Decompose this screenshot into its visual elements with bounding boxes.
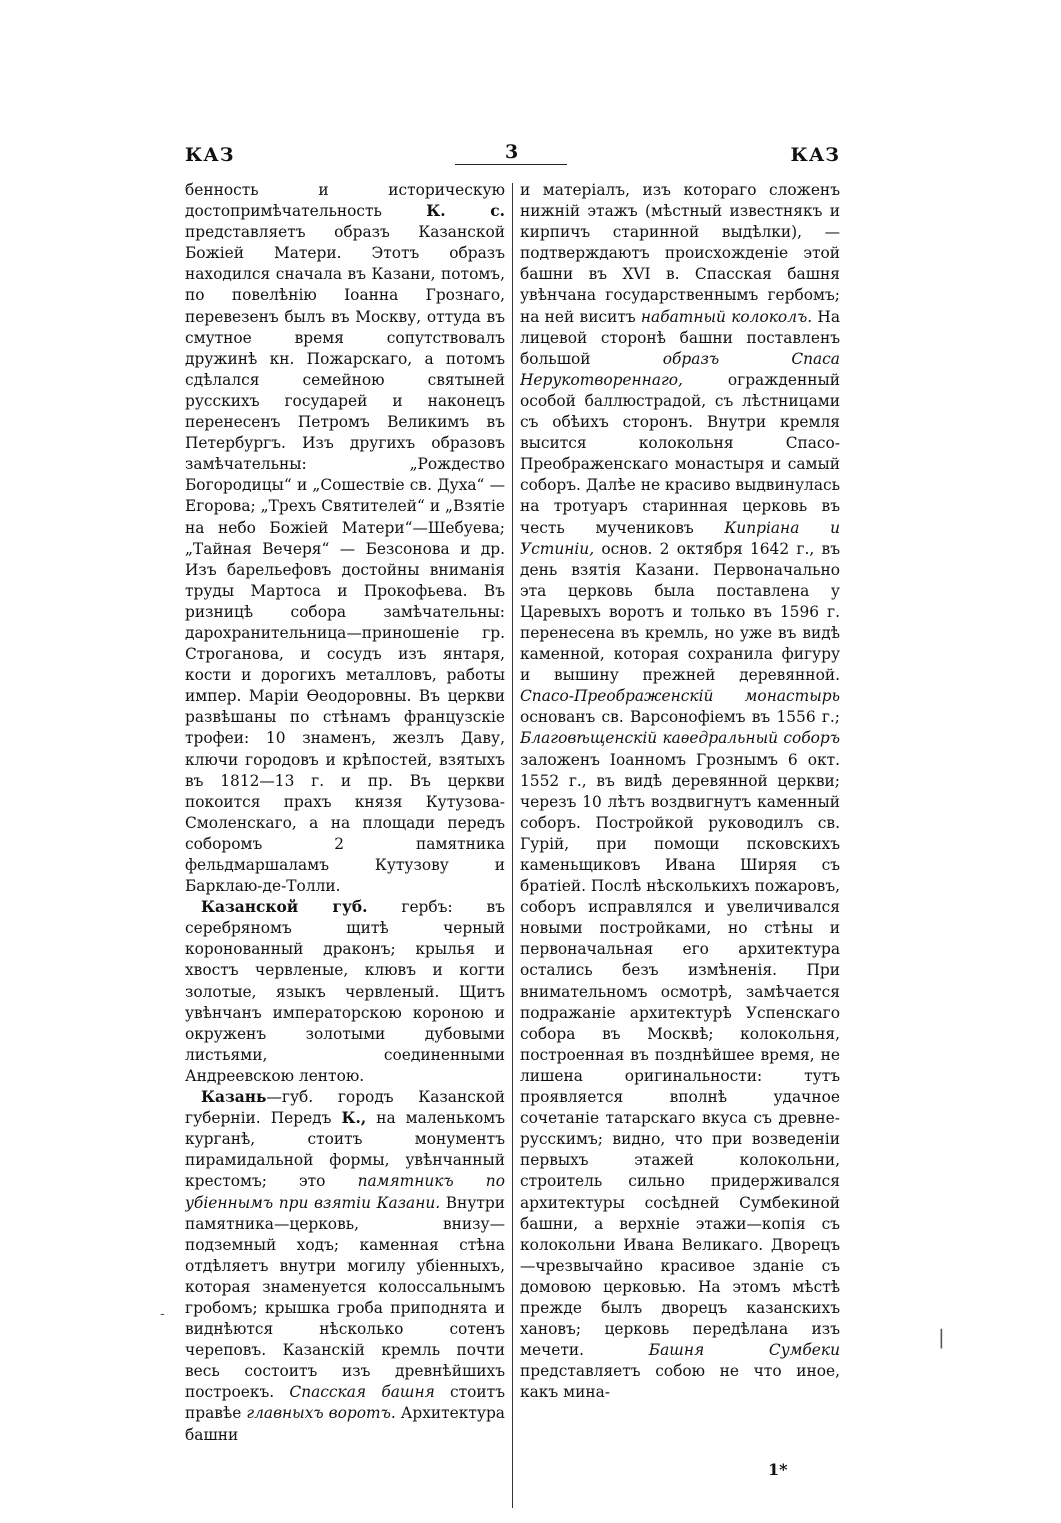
header-right-word: КАЗ [790, 144, 840, 166]
paragraph-cathedral: бенность и историческую достопримѣчательность К. с. представляетъ образъ Казанской Божіей Матери. Этотъ образъ находился сначала въ Казани, потомъ, по повелѣнію Іоанна Грознаго, перевезенъ былъ въ Москву, оттуда въ смутное время сопутствовалъ дружинѣ кн. Пожарскаго, а потомъ сдѣлался семейною святыней русскихъ государей и наконецъ перенесенъ Петромъ Великимъ въ Петербургъ. Изъ другихъ образовъ замѣчательны: „Рождество Богородицы“ и „Сошествіе св. Духа“ — Егорова; „Трехъ Святителей“ и „Взятіе на небо Божіей Матери“—Шебуева; „Тайная Вечеря“ — Безсонова и др. Изъ барельефовъ достойны вниманія труды Мартоса и Прокофьева. Въ ризницѣ собора замѣчательны: дарохранительница—приношеніе гр. Строганова, и сосудъ изъ янтаря, кости и дорогихъ металловъ, работы импер. Маріи Ѳеодоровны. Въ церкви развѣшаны по стѣнамъ французскіе трофеи: 10 знаменъ, жезлъ Даву, ключи городовъ и крѣпостей, взятыхъ въ 1812—13 г. и пр. Въ церкви покоится прахъ князя Кутузова-Смоленскаго, а на площади передъ соборомъ 2 памятника фельдмаршаламъ Кутузову и Барклаю-де-Толли. [185, 181, 505, 896]
right-column [520, 180, 840, 1470]
speck: | [938, 1325, 945, 1349]
speck: - [160, 1306, 165, 1322]
signature-mark: 1* [768, 1460, 788, 1479]
paragraph-kazan-gubernia: Казанской губ. гербъ: въ серебряномъ щитѣ черный коронованный драконъ; крылья и хвостъ червленые, клювъ и когти золотые, языкъ червленый. Щитъ увѣнчанъ императорскою короною и окруженъ золотыми дубовыми листьями, соединенными Андреевскою лентою. [185, 898, 505, 1085]
header-rule [455, 164, 567, 165]
column-divider [512, 183, 513, 1508]
page-number: 3 [505, 141, 519, 163]
running-header [185, 141, 840, 178]
header-left-word: КАЗ [185, 144, 235, 166]
left-column [185, 180, 505, 1470]
paragraph-kazan: Казань—губ. городъ Казанской губерніи. Передъ К., на маленькомъ курганѣ, стоитъ монументъ пирамидальной формы, увѣнчанный крестомъ; это памятникъ по убіеннымъ при взятіи Казани. Внутри памятника—церковь, внизу—подземный ходъ; каменная стѣна отдѣляетъ внутри могилу убіенныхъ, которая знаменуется колоссальнымъ гробомъ; крышка гроба приподнята и виднѣются нѣсколько сотенъ череповъ. Казанскій кремль почти весь состоитъ изъ древнѣйшихъ построекъ. Спасская башня стоитъ правѣе главныхъ воротъ. Архитектура башни [185, 1088, 505, 1444]
paragraph-continuation: и матеріалъ, изъ котораго сложенъ нижній этажъ (мѣстный известнякъ и кирпичъ старинной выдѣлки), — подтверждаютъ происхожденіе этой башни въ XVI в. Спасская башня увѣнчана государственнымъ гербомъ; на ней виситъ набатный колоколъ. На лицевой сторонѣ башни поставленъ большой образъ Спаса Нерукотвореннаго, огражденный особой баллюстрадой, съ лѣстницами съ обѣихъ сторонъ. Внутри кремля высится колокольня Спасо-Преображенскаго монастыря и самый соборъ. Далѣе не красиво выдвинулась на тротуаръ старинная церковь въ честь мучениковъ Кипріана и Устиніи, основ. 2 октября 1642 г., въ день взятія Казани. Первоначально эта церковь была поставлена у Царевыхъ воротъ и только въ 1596 г. перенесена въ кремль, но уже въ видѣ каменной, которая сохранила фигуру и вышину прежней деревянной. Спасо-Преображенскій монастырь основанъ св. Варсонофіемъ въ 1556 г.; Благовѣщенскій каѳедральный соборъ заложенъ Іоанномъ Грознымъ 6 окт. 1552 г., въ видѣ деревянной церкви; черезъ 10 лѣтъ воздвигнутъ каменный соборъ. Постройкой руководилъ св. Гурій, при помощи псковскихъ каменьщиковъ Ивана Ширяя съ братіей. Послѣ нѣсколькихъ пожаровъ, соборъ исправлялся и увеличивался новыми постройками, но стѣны и первоначальная его архитектура остались безъ измѣненія. При внимательномъ осмотрѣ, замѣчается подражаніе архитектурѣ Успенскаго собора въ Москвѣ; колокольня, построенная въ позднѣйшее время, не лишена оригинальности: тутъ проявляется вполнѣ удачное сочетаніе татарскаго вкуса съ древне-русскимъ; видно, что при возведеніи первыхъ этажей колокольни, строитель сильно придерживался архитектуры сосѣдней Сумбекиной башни, а верхніе этажи—копія съ колокольни Ивана Великаго. Дворецъ—чрезвычайно красивое зданіе съ домовою церковью. На этомъ мѣстѣ прежде былъ дворецъ казанскихъ хановъ; церковь передѣлана изъ мечети. Башня Сумбеки представляетъ собою не что иное, какъ мина- [520, 181, 840, 1402]
